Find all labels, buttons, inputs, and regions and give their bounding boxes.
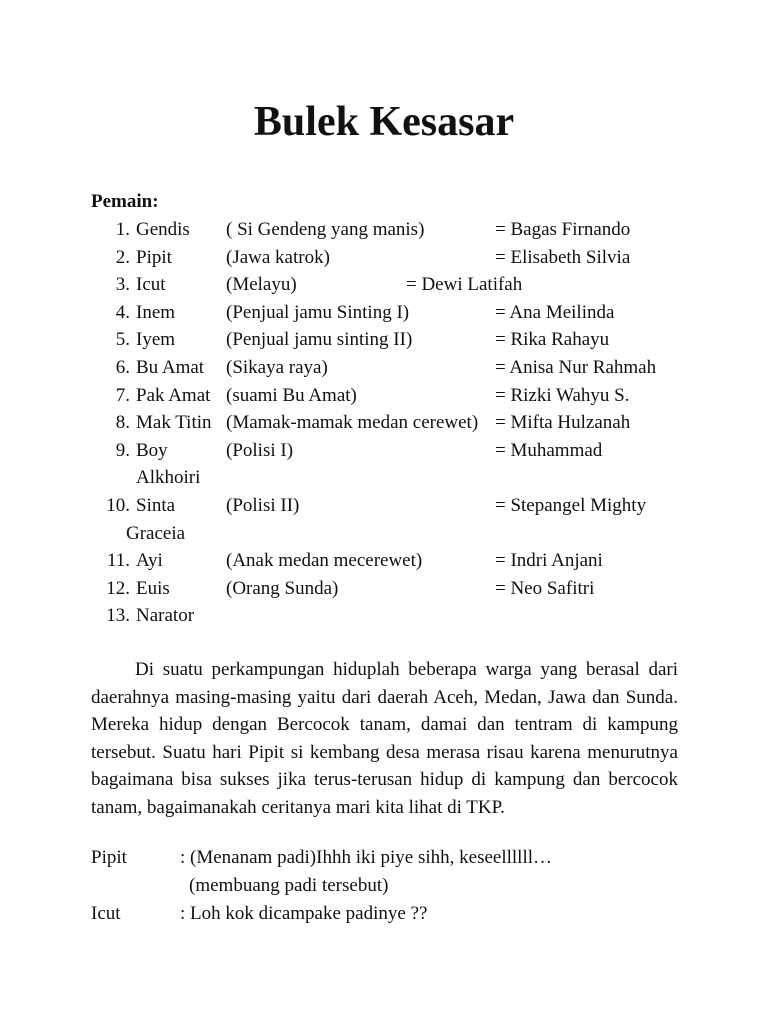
cast-number: 3. xyxy=(115,274,130,296)
cast-role: (suami Bu Amat) xyxy=(226,384,357,406)
cast-character: Iyem xyxy=(136,329,176,351)
cast-item xyxy=(0,299,768,327)
dialogue-text: : (Menanam padi)Ihhh iki piye sihh, keseellllll… xyxy=(180,847,553,868)
cast-item xyxy=(0,382,768,410)
cast-actor: = Ana Meilinda xyxy=(495,301,615,323)
cast-item-continuation xyxy=(0,520,768,548)
cast-role: (Orang Sunda) xyxy=(226,577,339,599)
cast-item xyxy=(0,492,768,520)
cast-actor: = Indri Anjani xyxy=(495,550,603,572)
cast-role: (Jawa katrok) xyxy=(226,246,330,268)
cast-actor: = Elisabeth Silvia xyxy=(495,246,631,268)
cast-item-continuation xyxy=(0,464,768,492)
cast-character: Sinta xyxy=(136,494,176,516)
dialogue-text: : Loh kok dicampake padinye ?? xyxy=(180,903,428,924)
cast-item xyxy=(0,216,768,244)
dialogue-block xyxy=(91,844,691,928)
cast-character: Bu Amat xyxy=(136,356,205,378)
cast-item xyxy=(0,354,768,382)
cast-character: Pipit xyxy=(136,246,172,268)
narration-paragraph: Di suatu perkampungan hiduplah beberapa warga yang berasal dari daerahnya masing-masing yaitu dari daerah Aceh, Medan, Jawa dan Sunda. Mereka hidup dengan Bercocok tanam, damai dan tentram di kampung tersebut. Suatu hari Pipit si kembang desa merasa risau karena menurutnya bagaimana bisa sukses jika terus-terusan hidup di kampung dan bercocok tanam, bagaimanakah ceritanya mari kita lihat di TKP. xyxy=(91,659,678,818)
cast-number: 9. xyxy=(115,439,130,461)
cast-item xyxy=(0,326,768,354)
cast-character-continued: Graceia xyxy=(126,522,186,544)
dialogue-line xyxy=(91,844,691,872)
dialogue-note: (membuang padi tersebut) xyxy=(189,875,389,896)
cast-character: Pak Amat xyxy=(136,384,211,406)
cast-number: 5. xyxy=(115,329,130,351)
cast-role: (Melayu) xyxy=(226,274,297,296)
cast-actor: = Bagas Firnando xyxy=(495,219,631,240)
cast-item xyxy=(0,271,768,299)
cast-role: (Polisi II) xyxy=(226,494,300,516)
cast-list xyxy=(0,216,768,630)
cast-item xyxy=(0,409,768,437)
cast-number: 11. xyxy=(106,550,130,572)
dialogue-stage-direction xyxy=(91,872,691,900)
cast-item xyxy=(0,547,768,575)
cast-actor: = Neo Safitri xyxy=(495,577,595,599)
cast-character: Boy xyxy=(136,439,168,461)
cast-role: (Sikaya raya) xyxy=(226,356,328,378)
cast-number: 7. xyxy=(115,384,130,406)
cast-label: Pemain: xyxy=(91,191,159,212)
cast-number: 8. xyxy=(115,412,130,434)
cast-actor: = Anisa Nur Rahmah xyxy=(495,356,657,378)
cast-item xyxy=(0,244,768,272)
cast-role: (Polisi I) xyxy=(226,439,294,461)
cast-number: 10. xyxy=(106,494,130,516)
cast-character: Mak Titin xyxy=(136,412,212,434)
cast-actor: = Rizki Wahyu S. xyxy=(495,384,630,406)
cast-actor: = Muhammad xyxy=(495,439,603,461)
cast-character: Inem xyxy=(136,301,176,323)
cast-actor: = Mifta Hulzanah xyxy=(495,412,631,434)
dialogue-speaker: Icut xyxy=(91,903,121,924)
cast-actor: = Dewi Latifah xyxy=(406,274,523,296)
cast-actor: = Rika Rahayu xyxy=(495,329,610,351)
cast-number: 13. xyxy=(106,605,130,627)
cast-character: Narator xyxy=(136,605,195,627)
cast-number: 4. xyxy=(115,301,130,323)
cast-role: (Anak medan mecerewet) xyxy=(226,550,423,572)
cast-item xyxy=(0,575,768,603)
page-title: Bulek Kesasar xyxy=(253,99,515,145)
cast-role: (Penjual jamu Sinting I) xyxy=(226,301,410,323)
dialogue-speaker: Pipit xyxy=(91,847,127,868)
cast-item xyxy=(0,602,768,630)
cast-character-continued: Alkhoiri xyxy=(136,467,201,489)
dialogue-line xyxy=(91,900,691,928)
cast-actor: = Stepangel Mighty xyxy=(495,494,647,516)
cast-character: Gendis xyxy=(136,219,190,240)
cast-number: 12. xyxy=(106,577,130,599)
cast-character: Euis xyxy=(136,577,170,599)
cast-role: (Penjual jamu sinting II) xyxy=(226,329,413,351)
cast-item xyxy=(0,437,768,465)
cast-number: 1. xyxy=(115,219,130,240)
cast-number: 6. xyxy=(115,356,130,378)
cast-character: Ayi xyxy=(136,550,163,572)
cast-character: Icut xyxy=(136,274,166,296)
cast-role: ( Si Gendeng yang manis) xyxy=(226,219,425,240)
cast-number: 2. xyxy=(115,246,130,268)
cast-role: (Mamak-mamak medan cerewet) xyxy=(226,412,479,434)
